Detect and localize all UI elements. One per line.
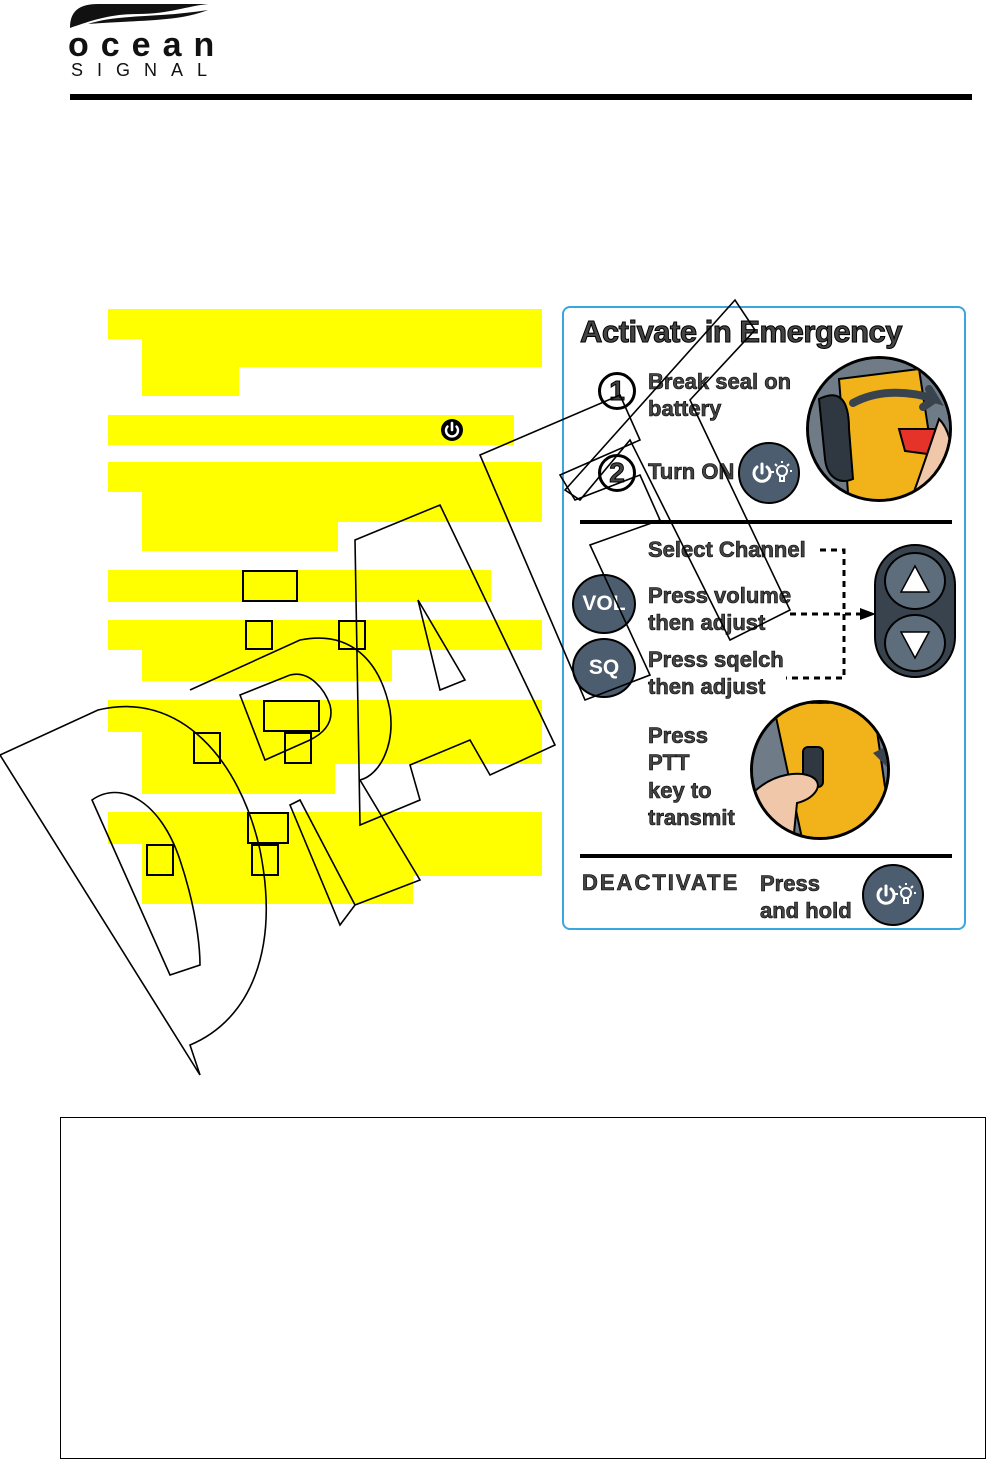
bottom-content-frame: [60, 1117, 986, 1459]
deactivate-text-line1: Press: [760, 871, 820, 896]
card-title: Activate in Emergency: [580, 314, 903, 349]
deactivate-label: DEACTIVATE: [582, 870, 740, 895]
channel-down-button[interactable]: [884, 614, 946, 672]
step-1-text-line2: battery: [648, 396, 722, 421]
vol-text-line2: then adjust: [648, 610, 766, 635]
header-rule: [70, 94, 972, 100]
channel-up-button[interactable]: [884, 552, 946, 610]
step-1-badge: 1: [598, 372, 636, 410]
step-1-text-line1: Break seal on: [648, 369, 792, 394]
power-icon: [440, 418, 464, 442]
triangle-up-icon: [886, 554, 944, 608]
emergency-instruction-card: [562, 306, 966, 930]
ptt-text-line3: key to: [648, 778, 712, 803]
vol-text-line1: Press volume: [648, 583, 792, 608]
card-divider-2: [580, 854, 952, 858]
deactivate-power-button[interactable]: [862, 864, 924, 926]
vol-button[interactable]: VOL: [572, 574, 636, 634]
select-channel-text: Select Channel: [648, 537, 806, 562]
step-2-text: Turn ON: [648, 459, 735, 484]
deactivate-text-line2: and hold: [760, 898, 852, 923]
step-2-badge: 2: [598, 454, 636, 492]
sq-text-line2: then adjust: [648, 674, 766, 699]
power-light-icon: [864, 866, 922, 924]
triangle-down-icon: [886, 616, 944, 670]
logo-ocean-text: ocean: [68, 26, 227, 64]
ptt-illustration: [753, 703, 890, 840]
sq-text-line1: Press sqelch: [648, 647, 784, 672]
ptt-text-line2: PTT: [648, 750, 690, 775]
channel-arrow-buttons: [874, 544, 956, 678]
sq-button[interactable]: SQ: [572, 638, 636, 698]
ptt-key-photo: [750, 700, 890, 840]
ptt-text-line4: transmit: [648, 805, 735, 830]
ptt-text-line1: Press: [648, 723, 708, 748]
logo-signal-text: SIGNAL: [71, 60, 222, 80]
ocean-signal-logo: [68, 0, 227, 84]
